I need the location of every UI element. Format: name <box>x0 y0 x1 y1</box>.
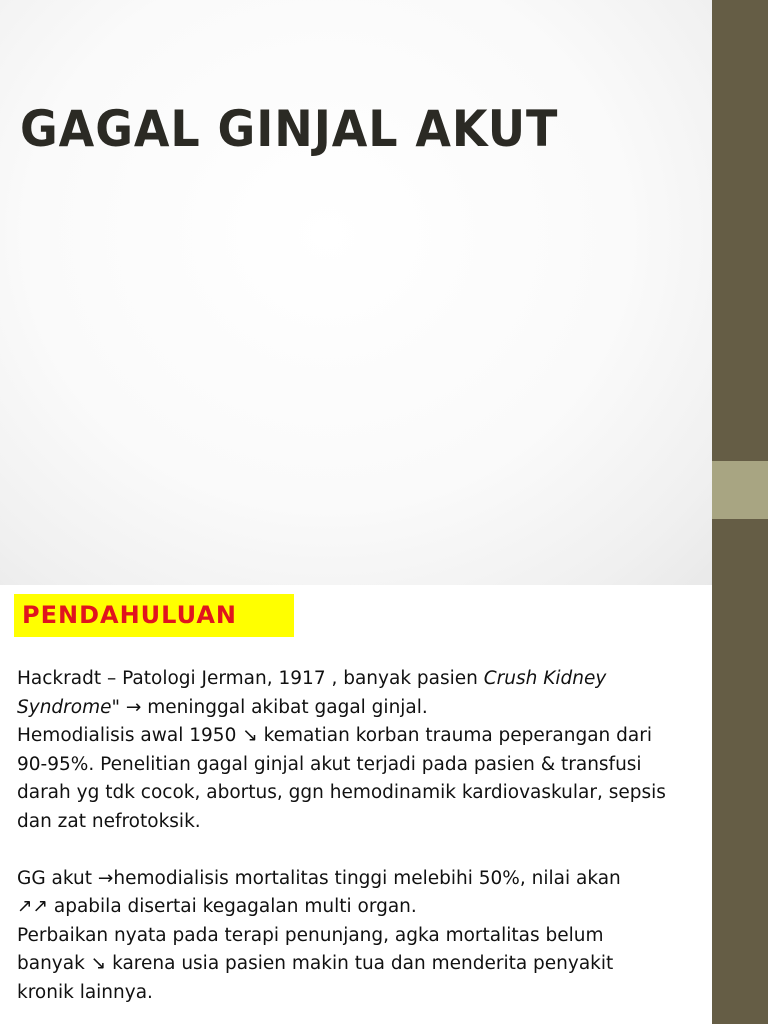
body-text-italic: Syndrome" <box>17 696 120 718</box>
body-line: Perbaikan nyata pada terapi penunjang, agka mortalitas belum <box>17 924 604 946</box>
body-line: darah yg tdk cocok, abortus, ggn hemodinamik kardiovaskular, sepsis <box>17 782 666 803</box>
section-label-text: PENDAHULUAN <box>22 601 237 629</box>
body-line: banyak ↘ karena usia pasien makin tua dan menderita penyakit <box>17 953 614 974</box>
body-line: ↗↗ apabila disertai kegagalan multi organ. <box>17 896 417 917</box>
body-line: kronik lainnya. <box>17 981 153 1003</box>
body-text: → meninggal akibat gagal ginjal. <box>120 696 428 718</box>
body-text: Hackradt – Patologi Jerman, 1917 , banyak pasien <box>17 668 484 689</box>
body-line: Hemodialisis awal 1950 ↘ kematian korban trauma peperangan dari <box>17 725 652 746</box>
body-line: 90-95%. Penelitian gagal ginjal akut terjadi pada pasien & transfusi <box>17 753 642 775</box>
body-text-italic: Crush Kidney <box>483 668 607 689</box>
body-line: GG akut →hemodialisis mortalitas tinggi melebihi 50%, nilai akan <box>17 867 621 889</box>
paragraph-spacer <box>17 836 707 865</box>
body-line <box>17 665 707 694</box>
slide-title: GAGAL GINJAL AKUT <box>20 100 559 158</box>
body-line <box>17 694 707 723</box>
right-bar-accent <box>712 461 768 519</box>
section-label-highlight <box>14 594 294 637</box>
slide-body <box>17 665 707 1007</box>
body-line: dan zat nefrotoksik. <box>17 810 201 832</box>
